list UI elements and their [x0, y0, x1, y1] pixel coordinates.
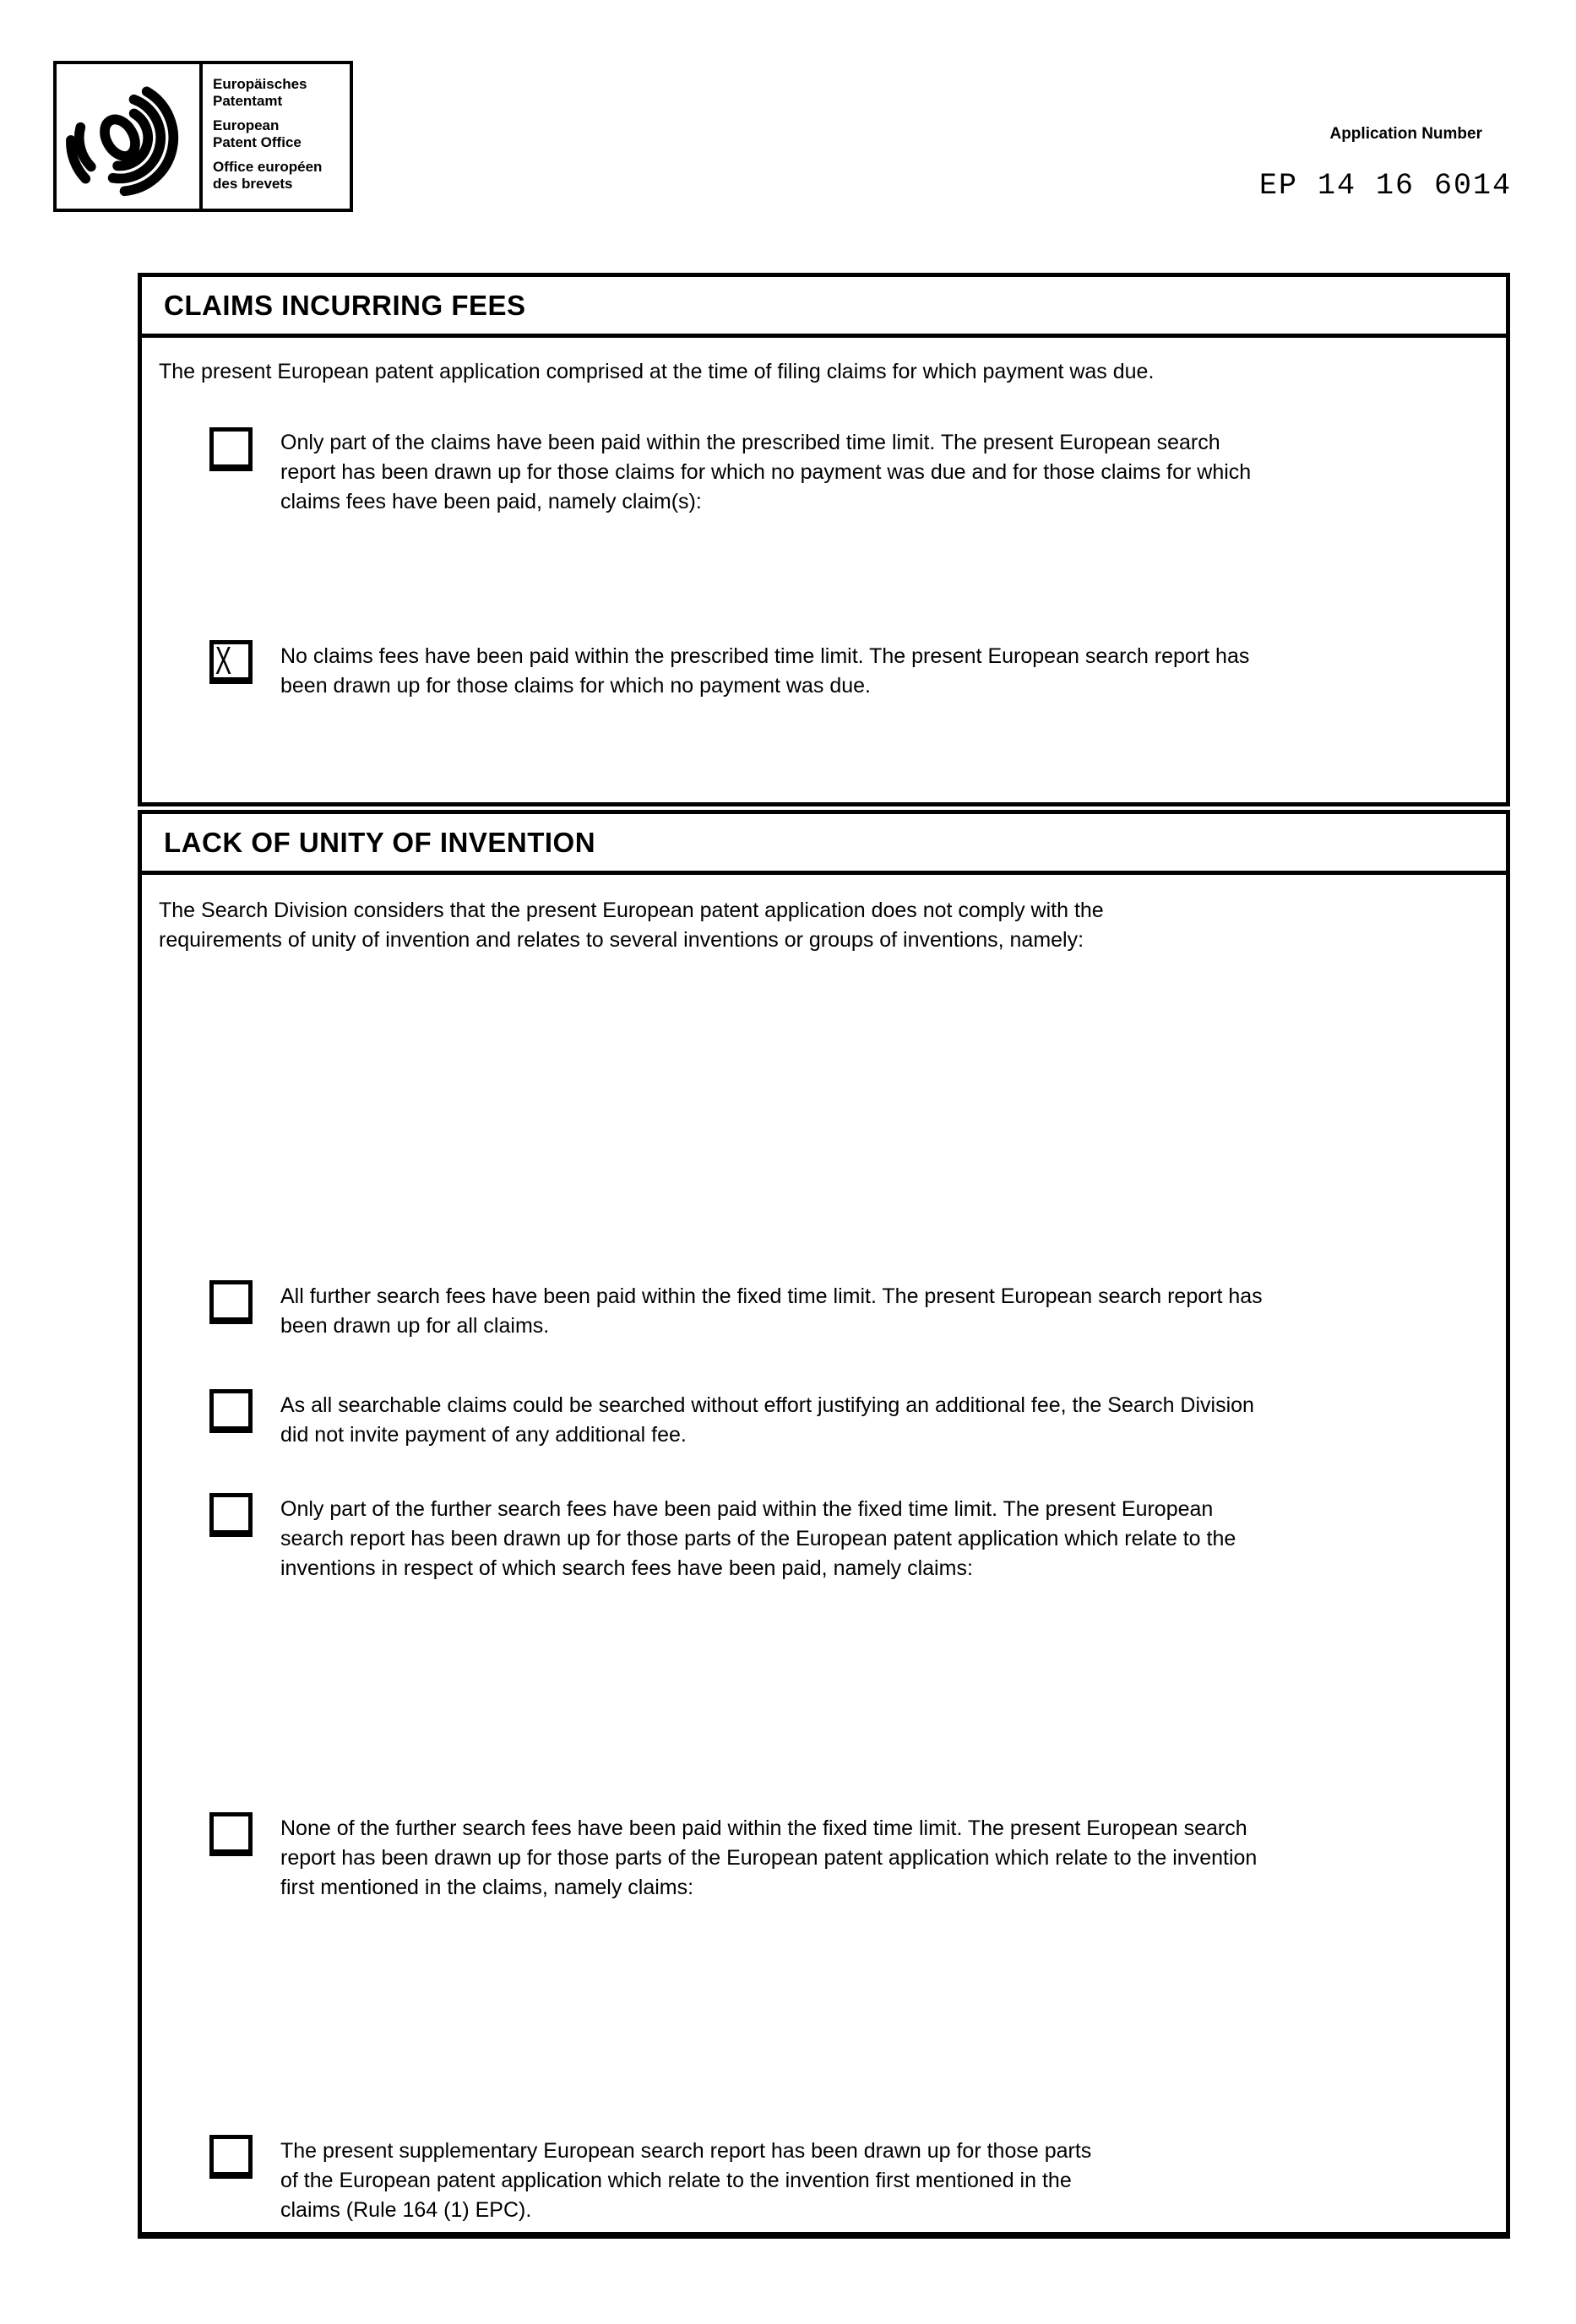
- epo-name-german: Europäisches Patentamt: [213, 76, 307, 109]
- checkbox-only-part-claims-paid[interactable]: [209, 427, 253, 471]
- section-unity-header: [142, 814, 1506, 875]
- epo-name-french: Office européen des brevets: [213, 159, 323, 192]
- epo-logo-text: [203, 64, 350, 209]
- label-no-claims-fees-paid: No claims fees have been paid within the prescribed time limit. The present European search report has been drawn up for those claims for which no payment was due.: [280, 644, 1250, 698]
- checkbox-part-further-fees-paid[interactable]: [209, 1493, 253, 1537]
- unity-intro-text: The Search Division considers that the present European patent application does not comply with the requirements of unity of invention and relates to several inventions or groups of inventions, namely:: [159, 899, 1104, 952]
- epo-logo-box: [53, 61, 353, 212]
- checkbox-x-mark: X: [215, 638, 232, 682]
- epo-waves-icon: [65, 71, 192, 202]
- label-no-additional-fee-invited: As all searchable claims could be searched without effort justifying an additional fee, the Search Division did not invite payment of any additional fee.: [280, 1393, 1254, 1447]
- label-supplementary-report: The present supplementary European search report has been drawn up for those parts of the European patent application which relate to the invention first mentioned in the claims (Rule 164 (1) EPC).: [280, 2139, 1092, 2222]
- claims-intro-text: The present European patent application comprised at the time of filing claims for which payment was due.: [159, 360, 1155, 383]
- epo-name-english: European Patent Office: [213, 117, 302, 150]
- checkbox-all-further-fees-paid[interactable]: [209, 1280, 253, 1324]
- epo-logo: [57, 64, 203, 209]
- label-part-further-fees-paid: Only part of the further search fees have been paid within the fixed time limit. The present European search report has been drawn up for those parts of the European patent application which relate to the inventions in respect of which search fees have been paid, namely claims:: [280, 1497, 1236, 1580]
- section-claims-title: CLAIMS INCURRING FEES: [164, 289, 526, 321]
- label-all-further-fees-paid: All further search fees have been paid within the fixed time limit. The present European search report has been drawn up for all claims.: [280, 1284, 1263, 1338]
- label-none-further-fees-paid: None of the further search fees have been paid within the fixed time limit. The present European search report has been drawn up for those parts of the European patent application which relate to the invention first mentioned in the claims, namely claims:: [280, 1816, 1258, 1899]
- section-unity-title: LACK OF UNITY OF INVENTION: [164, 826, 596, 858]
- section-claims-incurring-fees: [138, 273, 1510, 806]
- application-number-label: Application Number: [1329, 125, 1482, 143]
- checkbox-no-claims-fees-paid[interactable]: [209, 640, 253, 684]
- checkbox-no-additional-fee-invited[interactable]: [209, 1389, 253, 1433]
- label-only-part-claims-paid: Only part of the claims have been paid within the prescribed time limit. The present European search report has been drawn up for those claims for which no payment was due and for those claims for which claims fees have been paid, namely claim(s):: [280, 431, 1252, 513]
- section-lack-of-unity: [138, 810, 1510, 2239]
- section-claims-header: [142, 277, 1506, 338]
- checkbox-none-further-fees-paid[interactable]: [209, 1812, 253, 1856]
- application-number-value: EP 14 16 6014: [1258, 169, 1512, 203]
- checkbox-supplementary-report[interactable]: [209, 2135, 253, 2179]
